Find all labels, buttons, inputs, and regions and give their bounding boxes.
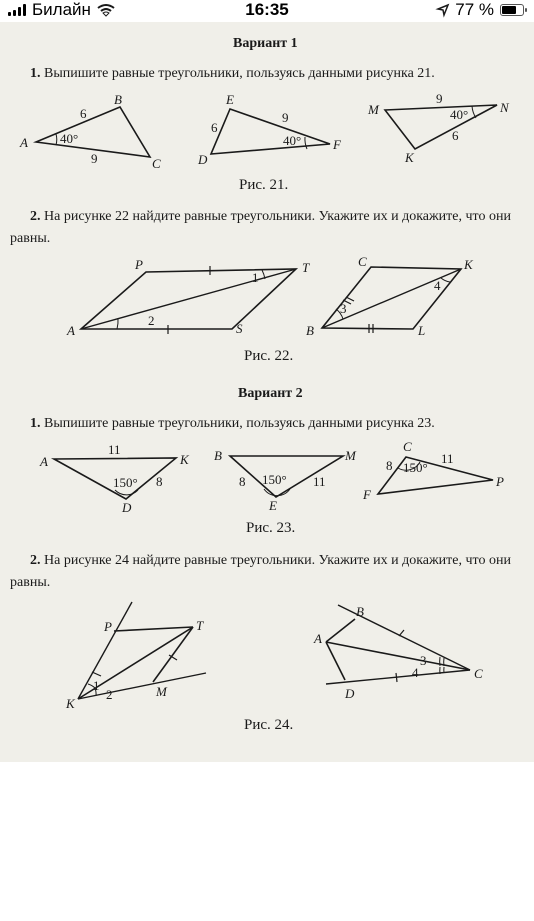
fig21-angle-N: 40° [450,107,469,122]
fig21-side-AB: 6 [80,106,87,121]
v2-question2 [30,553,511,569]
fig23-label-E: E [269,498,277,513]
variant2-title: Вариант 2 [238,386,303,401]
fig21-label-A: A [20,135,28,150]
fig21-side-NK: 6 [452,128,459,143]
location-arrow-icon [437,4,449,16]
fig21-side-ED: 6 [211,120,218,135]
fig22-angle-3: 3 [340,301,347,316]
fig22-label-K: K [464,257,473,272]
fig22-angle-4: 4 [434,278,441,293]
fig21-angle-A: 40° [60,131,79,146]
fig22-label-S: S [236,321,243,336]
fig22-label-B: B [306,323,314,338]
v2-q1-text: Выпишите равные треугольники, пользуясь данными рисунка 23. [44,416,435,431]
fig23-label-P: P [496,474,504,489]
fig23-angle-D: 150° [113,475,138,490]
fig24-label-A: A [314,631,322,646]
variant1-title: Вариант 1 [233,36,298,51]
fig23-triangle-cfp [362,439,504,502]
fig24-figure-badc [313,604,483,701]
fig24-label-D: D [345,686,355,701]
fig21-caption: Рис. 21. [239,177,289,193]
battery-percent: 77 % [455,0,494,19]
fig24-angle-1: 1 [93,678,100,693]
figure-23 [0,439,534,532]
v1-q1-text: Выпишите равные треугольники, пользуясь данными рисунка 21. [44,66,435,81]
fig23-label-D: D [122,500,132,515]
fig23-triangle-akd [39,442,190,515]
fig24-label-P: P [104,619,112,634]
fig24-label-M: M [156,684,167,699]
status-bar [0,0,534,22]
fig23-caption: Рис. 23. [246,520,296,536]
fig23-side-DK: 8 [156,474,163,489]
fig23-label-C: C [403,439,412,454]
fig22-parallelogram-ckbl [306,254,474,338]
fig24-angle-2: 2 [106,687,113,702]
fig22-label-C: C [358,254,367,269]
fig22-label-L: L [418,323,426,338]
status-right [437,0,524,20]
fig21-triangle-mnk [367,91,510,165]
fig23-label-A: A [40,454,48,469]
fig21-label-N: N [500,100,509,115]
fig21-triangle-def [197,92,342,167]
v2-q2-text-cont: равны. [10,575,51,590]
fig23-label-F: F [363,487,371,502]
fig21-label-D: D [198,152,208,167]
fig24-angle-3: 3 [420,653,427,668]
fig22-angle-1: 1 [252,270,259,285]
v1-q1-number: 1. [30,66,41,81]
v1-q2-text-cont: равны. [10,231,51,246]
fig22-caption: Рис. 22. [244,348,294,364]
fig24-angle-4: 4 [412,665,419,680]
v2-q2-text: На рисунке 24 найдите равные треугольники. Укажите их и докажите, что они [44,553,511,568]
fig23-side-CF: 8 [386,458,393,473]
fig21-triangle-abc [19,92,161,171]
fig23-side-CP: 11 [441,451,454,466]
fig22-parallelogram-apts [66,257,310,338]
figure-22 [0,254,534,347]
fig21-label-C: C [152,156,161,171]
fig23-label-K: K [180,452,189,467]
fig23-side-AK: 11 [108,442,121,457]
fig21-side-EF: 9 [282,110,289,125]
carrier-label: Билайн [32,0,91,19]
fig21-side-MN: 9 [436,91,443,106]
fig21-label-B: B [114,92,122,107]
clock: 16:35 [245,0,289,19]
v1-question2 [30,209,511,225]
fig23-angle-C: 150° [403,460,428,475]
fig24-caption: Рис. 24. [244,717,294,733]
fig23-side-BE: 8 [239,474,246,489]
v1-q2-number: 2. [30,209,41,224]
fig22-label-P: P [135,257,143,272]
fig22-angle-2: 2 [148,313,155,328]
fig21-label-E: E [226,92,234,107]
battery-icon [500,4,524,16]
fig21-label-F: F [333,137,341,152]
fig24-figure-ptkm [65,602,206,711]
fig24-label-K: K [66,696,75,711]
fig23-side-EM: 11 [313,474,326,489]
fig21-label-M: M [368,102,379,117]
fig23-label-B: B [214,448,222,463]
fig21-label-K: K [405,150,414,165]
fig23-triangle-bme [214,448,357,513]
v2-q1-number: 1. [30,416,41,431]
fig24-label-T: T [196,618,204,633]
fig23-label-M: M [345,448,356,463]
fig21-side-AC: 9 [91,151,98,166]
v1-question1 [30,66,435,82]
fig23-angle-E: 150° [262,472,287,487]
fig24-label-B: B [356,604,364,619]
v2-question1 [30,416,435,432]
v1-q2-text: На рисунке 22 найдите равные треугольники. Укажите их и докажите, что они [44,209,511,224]
textbook-page [0,22,534,762]
fig24-label-C: C [474,666,483,681]
v2-q2-number: 2. [30,553,41,568]
fig22-label-T: T [302,260,310,275]
figure-24 [0,592,534,712]
fig21-angle-F: 40° [283,133,302,148]
fig22-label-A: A [67,323,75,338]
